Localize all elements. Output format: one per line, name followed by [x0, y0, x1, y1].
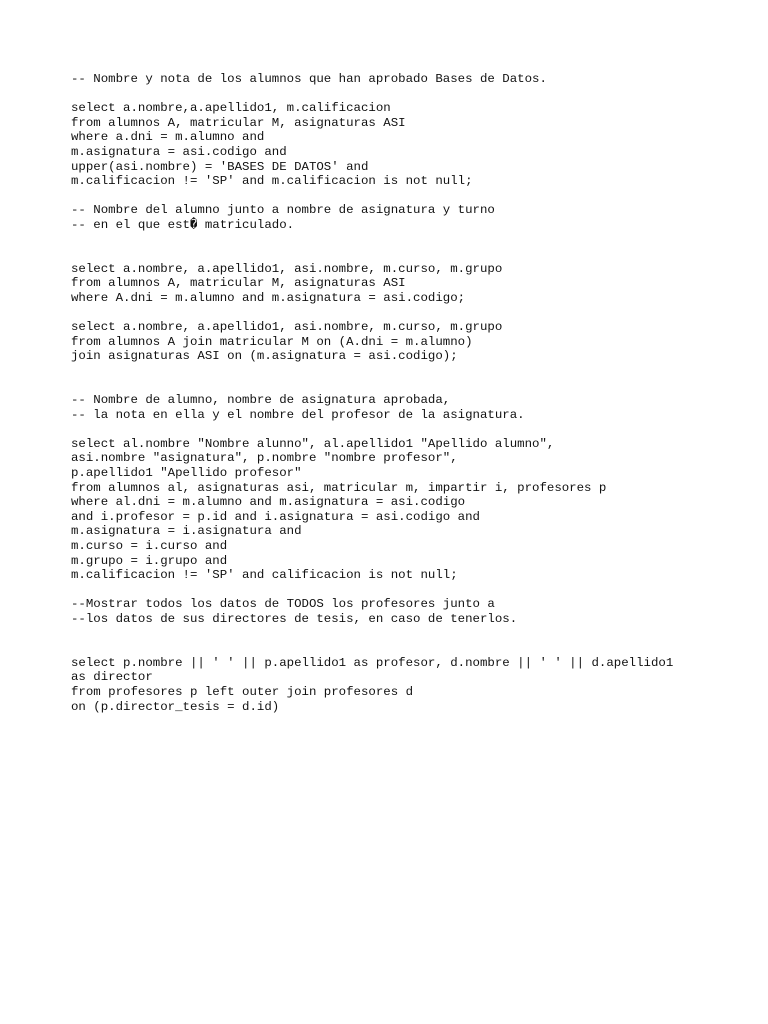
code-line: m.curso = i.curso and: [71, 539, 228, 553]
blank-line: [71, 422, 731, 437]
code-line: join asignaturas ASI on (m.asignatura = asi.codigo);: [71, 349, 458, 364]
code-line: from profesores p left outer join profesores d: [71, 684, 414, 699]
comment-line: --Mostrar todos los datos de TODOS los profesores junto a: [71, 597, 495, 612]
code-line: and i.profesor = p.id and i.asignatura = asi.codigo and: [71, 509, 480, 524]
comment-line: -- la nota en ella y el nombre del profesor de la asignatura.: [71, 407, 525, 422]
comment-line: -- en el que est� matriculado.: [71, 217, 295, 232]
blank-line: [71, 87, 731, 102]
comment-line: -- Nombre de alumno, nombre de asignatura aprobada,: [71, 393, 451, 408]
code-line: m.asignatura = asi.codigo and: [71, 144, 287, 159]
code-line: select a.nombre, a.apellido1, asi.nombre, m.curso, m.grupo: [71, 261, 503, 276]
code-line: on (p.director_tesis = d.id): [71, 699, 280, 714]
code-line: where al.dni = m.alumno and m.asignatura = asi.codigo: [71, 495, 466, 510]
code-line: m.calificacion != 'SP' and calificacion is not null;: [71, 568, 458, 583]
code-line: select a.nombre, a.apellido1, asi.nombre, m.curso, m.grupo: [71, 320, 503, 335]
code-line: upper(asi.nombre) = 'BASES DE DATOS' and: [71, 159, 369, 174]
code-line: m.calificacion != 'SP' and m.calificacion is not null;: [71, 174, 473, 189]
blank-line: [71, 378, 731, 393]
code-line: m.grupo = i.grupo and: [71, 553, 228, 568]
code-line: select p.nombre || ' ' || p.apellido1 as profesor, d.nombre || ' ' || d.apellido1: [71, 655, 674, 670]
blank-line: [71, 641, 731, 656]
blank-line: [71, 364, 731, 379]
code-line: m.asignatura = i.asignatura and: [71, 524, 302, 539]
blank-line: [71, 189, 731, 204]
blank-line: [71, 247, 731, 262]
blank-line: [71, 306, 731, 321]
blank-line: [71, 233, 731, 248]
code-line: select al.nombre "Nombre alunno", al.apellido1 "Apellido alumno",: [71, 436, 555, 451]
comment-line: -- Nombre del alumno junto a nombre de asignatura y turno: [71, 203, 495, 218]
comment-line: -- Nombre y nota de los alumnos que han aprobado Bases de Datos.: [71, 72, 547, 86]
sql-document: [71, 72, 731, 714]
code-line: where a.dni = m.alumno and: [71, 130, 265, 145]
code-line: from alumnos A, matricular M, asignaturas ASI: [71, 115, 406, 130]
code-line: asi.nombre "asignatura", p.nombre "nombre profesor",: [71, 451, 458, 466]
code-line: from alumnos A join matricular M on (A.dni = m.alumno): [71, 334, 473, 349]
blank-line: [71, 583, 731, 598]
code-line: p.apellido1 "Apellido profesor": [71, 466, 302, 481]
code-line: where A.dni = m.alumno and m.asignatura = asi.codigo;: [71, 290, 466, 305]
code-line: from alumnos A, matricular M, asignaturas ASI: [71, 276, 406, 291]
code-line: from alumnos al, asignaturas asi, matricular m, impartir i, profesores p: [71, 480, 607, 495]
code-line: select a.nombre,a.apellido1, m.calificacion: [71, 101, 391, 116]
blank-line: [71, 627, 731, 642]
code-line: as director: [71, 670, 153, 685]
comment-line: --los datos de sus directores de tesis, en caso de tenerlos.: [71, 611, 518, 626]
